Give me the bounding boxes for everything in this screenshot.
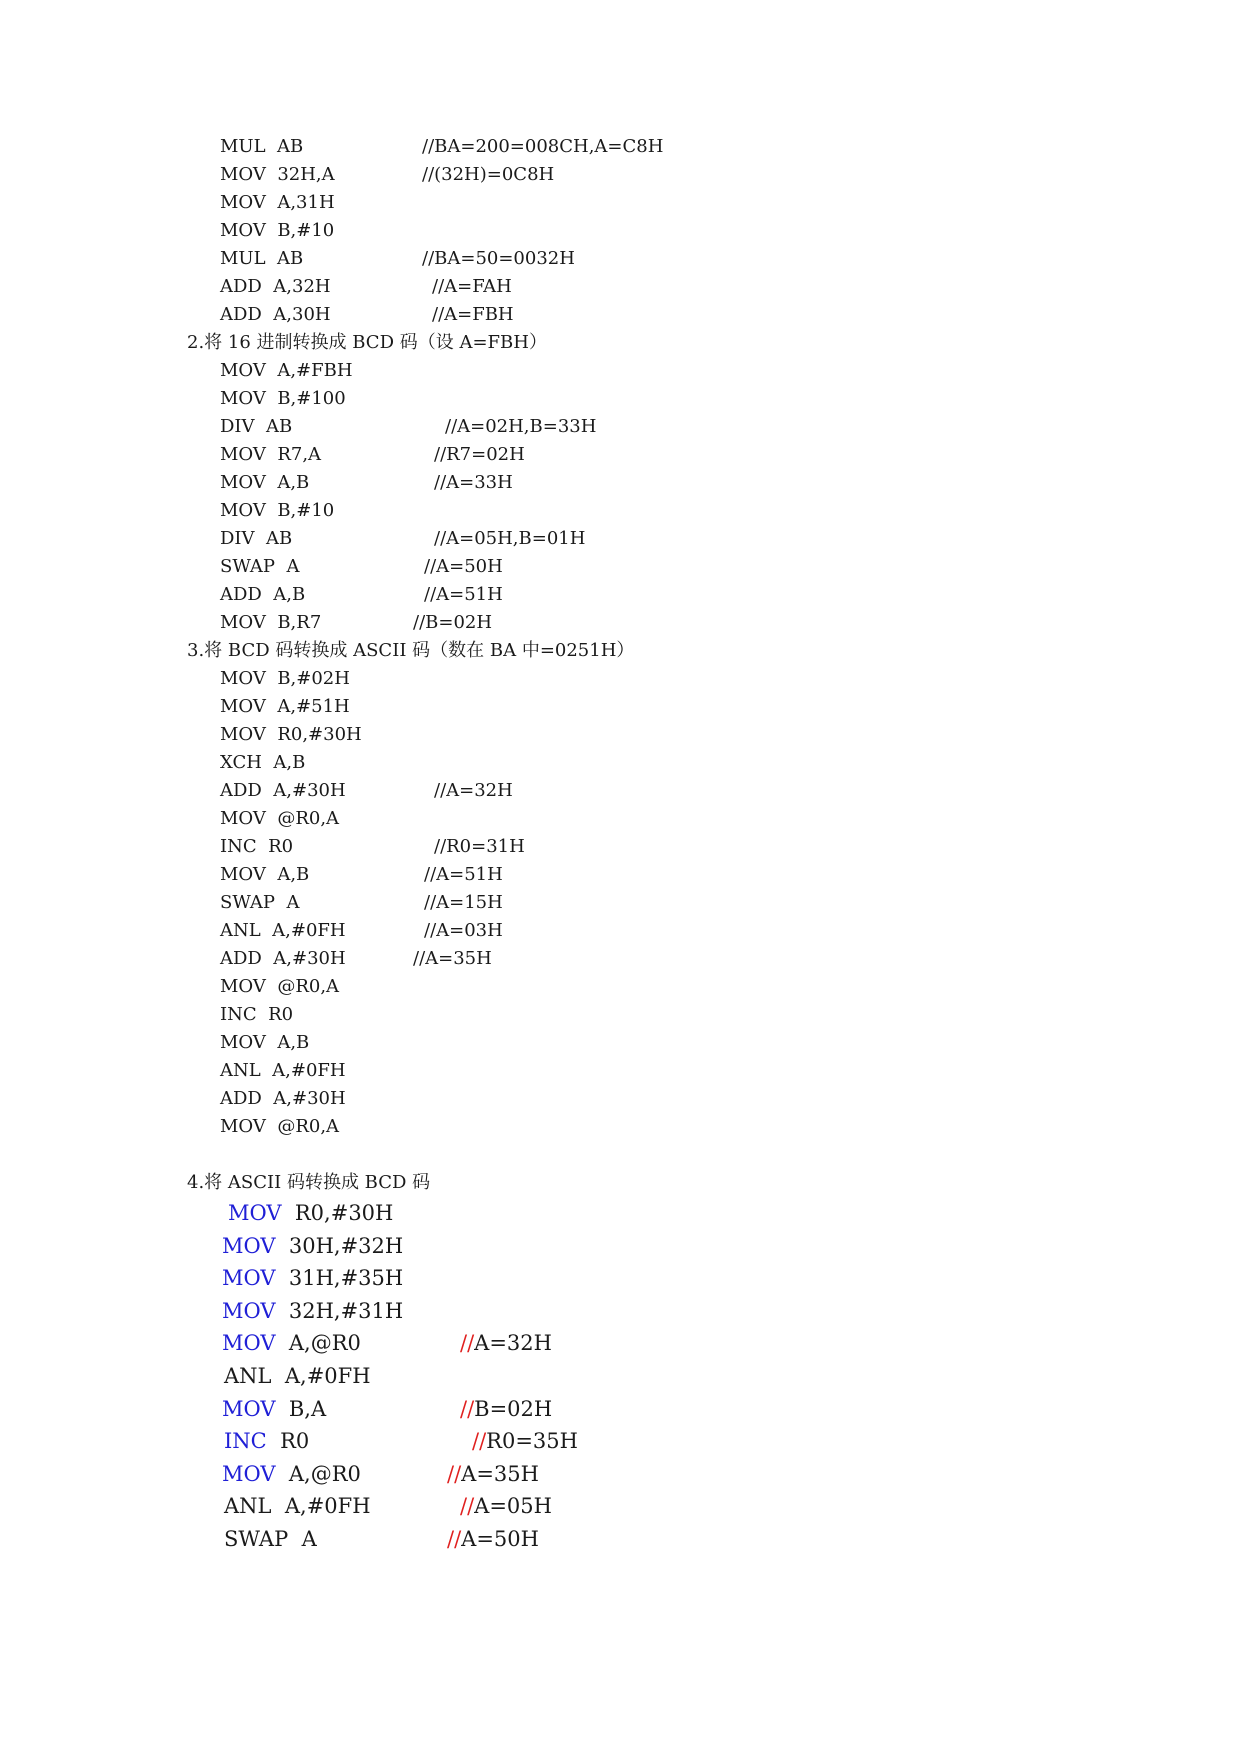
code-line bbox=[220, 837, 293, 857]
instruction-operands: B,A bbox=[288, 1396, 327, 1421]
comment-text: R0=35H bbox=[486, 1429, 578, 1454]
code-line bbox=[220, 389, 346, 409]
instruction-operands: A,#0FH bbox=[284, 1364, 371, 1388]
code-line bbox=[224, 1429, 309, 1453]
instruction: MOV B,#02H bbox=[220, 668, 350, 689]
instruction-operands: 32H,#31H bbox=[288, 1298, 404, 1323]
instruction-keyword: ANL bbox=[224, 1364, 272, 1388]
code-line bbox=[220, 1033, 309, 1053]
instruction: MOV A,#FBH bbox=[220, 360, 353, 381]
comment-text: //BA=50=0032H bbox=[422, 248, 575, 269]
instruction: MOV B,#10 bbox=[220, 220, 335, 241]
code-line bbox=[224, 1494, 371, 1518]
comment-text: //BA=200=008CH,A=C8H bbox=[422, 136, 664, 157]
instruction: DIV AB bbox=[220, 416, 293, 437]
code-line bbox=[220, 361, 353, 381]
code-line bbox=[220, 473, 309, 493]
code-comment bbox=[460, 1494, 552, 1518]
comment-text: //A=50H bbox=[424, 556, 503, 577]
code-comment bbox=[434, 473, 513, 493]
code-comment bbox=[413, 613, 492, 633]
instruction: DIV AB bbox=[220, 528, 293, 549]
code-line bbox=[220, 865, 309, 885]
code-line bbox=[220, 249, 303, 269]
instruction-operands: R0 bbox=[280, 1429, 310, 1454]
instruction-keyword: INC bbox=[224, 1429, 267, 1454]
instruction: MOV R0,#30H bbox=[220, 724, 362, 745]
instruction: ADD A,30H bbox=[220, 304, 331, 325]
code-line bbox=[220, 977, 339, 997]
comment-text: //A=35H bbox=[413, 948, 492, 969]
code-line bbox=[220, 781, 346, 801]
instruction-keyword: MOV bbox=[222, 1331, 276, 1356]
code-line bbox=[228, 1201, 393, 1225]
code-comment bbox=[424, 585, 503, 605]
instruction: MOV 32H,A bbox=[220, 164, 335, 185]
instruction: MOV A,31H bbox=[220, 192, 335, 213]
code-comment bbox=[460, 1331, 552, 1355]
instruction-keyword: MOV bbox=[222, 1298, 276, 1323]
instruction: ANL A,#0FH bbox=[220, 1060, 346, 1081]
code-comment bbox=[424, 865, 503, 885]
instruction: SWAP A bbox=[220, 556, 300, 577]
comment-slashes: // bbox=[447, 1527, 462, 1551]
code-comment bbox=[434, 781, 513, 801]
code-comment bbox=[432, 305, 514, 325]
comment-text: A=35H bbox=[461, 1461, 539, 1486]
instruction: MOV @R0,A bbox=[220, 1116, 340, 1137]
instruction: MOV B,#100 bbox=[220, 388, 346, 409]
instruction: MUL AB bbox=[220, 136, 304, 157]
code-line bbox=[220, 1089, 346, 1109]
code-line bbox=[220, 277, 331, 297]
comment-text: //R0=31H bbox=[434, 836, 525, 857]
code-line bbox=[224, 1527, 317, 1551]
section-heading bbox=[187, 1173, 430, 1193]
code-comment bbox=[447, 1462, 539, 1486]
instruction-keyword: MOV bbox=[222, 1266, 276, 1291]
comment-text: //B=02H bbox=[413, 612, 493, 633]
code-line bbox=[220, 949, 346, 969]
instruction-keyword: MOV bbox=[222, 1233, 276, 1258]
code-comment bbox=[422, 137, 663, 157]
instruction: MOV A,B bbox=[220, 864, 310, 885]
code-line bbox=[224, 1364, 371, 1388]
code-line bbox=[220, 697, 350, 717]
instruction: XCH A,B bbox=[220, 752, 306, 773]
code-comment bbox=[432, 277, 512, 297]
comment-text: //A=FAH bbox=[432, 276, 512, 297]
instruction: INC R0 bbox=[220, 836, 294, 857]
instruction: MOV @R0,A bbox=[220, 976, 340, 997]
code-line bbox=[220, 613, 321, 633]
comment-slashes: // bbox=[460, 1331, 475, 1356]
comment-text: A=50H bbox=[461, 1527, 539, 1551]
comment-slashes: // bbox=[460, 1494, 475, 1519]
comment-text: //(32H)=0C8H bbox=[422, 164, 555, 185]
code-line bbox=[222, 1234, 403, 1258]
code-comment bbox=[434, 445, 525, 465]
comment-text: //A=05H,B=01H bbox=[434, 528, 586, 549]
code-line bbox=[220, 893, 300, 913]
code-comment bbox=[447, 1527, 539, 1551]
instruction: ADD A,#30H bbox=[220, 1088, 346, 1109]
instruction: SWAP A bbox=[220, 892, 300, 913]
comment-slashes: // bbox=[460, 1396, 475, 1421]
instruction: MOV A,B bbox=[220, 1032, 310, 1053]
code-comment bbox=[424, 557, 503, 577]
instruction: ANL A,#0FH bbox=[220, 920, 346, 941]
instruction: MOV A,#51H bbox=[220, 696, 350, 717]
code-line bbox=[220, 165, 335, 185]
instruction-keyword: ANL bbox=[224, 1494, 272, 1519]
code-line bbox=[220, 529, 292, 549]
instruction: ADD A,B bbox=[220, 584, 306, 605]
code-line bbox=[220, 669, 350, 689]
instruction-operands: 31H,#35H bbox=[288, 1266, 404, 1291]
code-line bbox=[222, 1299, 403, 1323]
comment-slashes: // bbox=[447, 1461, 462, 1486]
code-line bbox=[220, 445, 321, 465]
instruction: ADD A,#30H bbox=[220, 948, 346, 969]
comment-text: //A=51H bbox=[424, 864, 503, 885]
instruction: INC R0 bbox=[220, 1004, 294, 1025]
code-line bbox=[220, 417, 292, 437]
comment-text: A=05H bbox=[474, 1494, 552, 1519]
code-line bbox=[220, 921, 346, 941]
code-comment bbox=[413, 949, 492, 969]
instruction-operands: 30H,#32H bbox=[288, 1233, 404, 1258]
code-comment bbox=[472, 1429, 578, 1453]
code-line bbox=[220, 193, 335, 213]
code-comment bbox=[422, 249, 575, 269]
instruction-keyword: MOV bbox=[222, 1396, 276, 1421]
instruction-operands: A,@R0 bbox=[288, 1461, 361, 1486]
comment-text: //A=32H bbox=[434, 780, 513, 801]
code-line bbox=[220, 137, 303, 157]
heading-text: 2.将 16 进制转换成 BCD 码（设 A=FBH） bbox=[187, 332, 547, 353]
code-line bbox=[222, 1266, 403, 1290]
comment-text: A=32H bbox=[474, 1331, 552, 1356]
code-comment bbox=[424, 893, 503, 913]
instruction: ADD A,#30H bbox=[220, 780, 346, 801]
comment-text: //A=FBH bbox=[432, 304, 514, 325]
code-line bbox=[220, 753, 305, 773]
comment-text: B=02H bbox=[474, 1396, 553, 1421]
heading-text: 3.将 BCD 码转换成 ASCII 码（数在 BA 中=0251H） bbox=[187, 640, 635, 661]
heading-text: 4.将 ASCII 码转换成 BCD 码 bbox=[187, 1172, 431, 1193]
instruction-keyword: MOV bbox=[228, 1201, 282, 1225]
instruction: MOV B,R7 bbox=[220, 612, 322, 633]
code-line bbox=[220, 1117, 339, 1137]
code-line bbox=[220, 585, 305, 605]
code-line bbox=[220, 501, 334, 521]
instruction-operands: A,@R0 bbox=[288, 1331, 361, 1356]
instruction: MOV @R0,A bbox=[220, 808, 340, 829]
instruction-operands: A bbox=[301, 1527, 317, 1551]
instruction: MOV A,B bbox=[220, 472, 310, 493]
comment-text: //A=03H bbox=[424, 920, 503, 941]
instruction-keyword: MOV bbox=[222, 1461, 276, 1486]
comment-text: //A=33H bbox=[434, 472, 513, 493]
instruction-operands: R0,#30H bbox=[294, 1201, 394, 1225]
instruction: MUL AB bbox=[220, 248, 304, 269]
code-line bbox=[220, 1061, 346, 1081]
code-line bbox=[220, 1005, 293, 1025]
code-line bbox=[222, 1331, 361, 1355]
comment-text: //A=51H bbox=[424, 584, 503, 605]
code-comment bbox=[434, 529, 585, 549]
code-line bbox=[220, 557, 300, 577]
instruction-keyword: SWAP bbox=[224, 1527, 289, 1551]
comment-text: //R7=02H bbox=[434, 444, 525, 465]
code-comment bbox=[445, 417, 596, 437]
code-comment bbox=[424, 921, 503, 941]
comment-text: //A=15H bbox=[424, 892, 503, 913]
code-line bbox=[222, 1462, 361, 1486]
comment-text: //A=02H,B=33H bbox=[445, 416, 597, 437]
code-line bbox=[220, 725, 362, 745]
code-line bbox=[222, 1397, 326, 1421]
instruction: MOV B,#10 bbox=[220, 500, 335, 521]
instruction: MOV R7,A bbox=[220, 444, 322, 465]
code-line bbox=[220, 221, 334, 241]
code-comment bbox=[434, 837, 525, 857]
section-heading bbox=[187, 641, 634, 661]
section-heading bbox=[187, 333, 547, 353]
instruction-operands: A,#0FH bbox=[284, 1494, 371, 1519]
code-line bbox=[220, 305, 331, 325]
comment-slashes: // bbox=[472, 1429, 487, 1454]
instruction: ADD A,32H bbox=[220, 276, 331, 297]
code-line bbox=[220, 809, 339, 829]
code-comment bbox=[422, 165, 554, 185]
code-comment bbox=[460, 1397, 552, 1421]
